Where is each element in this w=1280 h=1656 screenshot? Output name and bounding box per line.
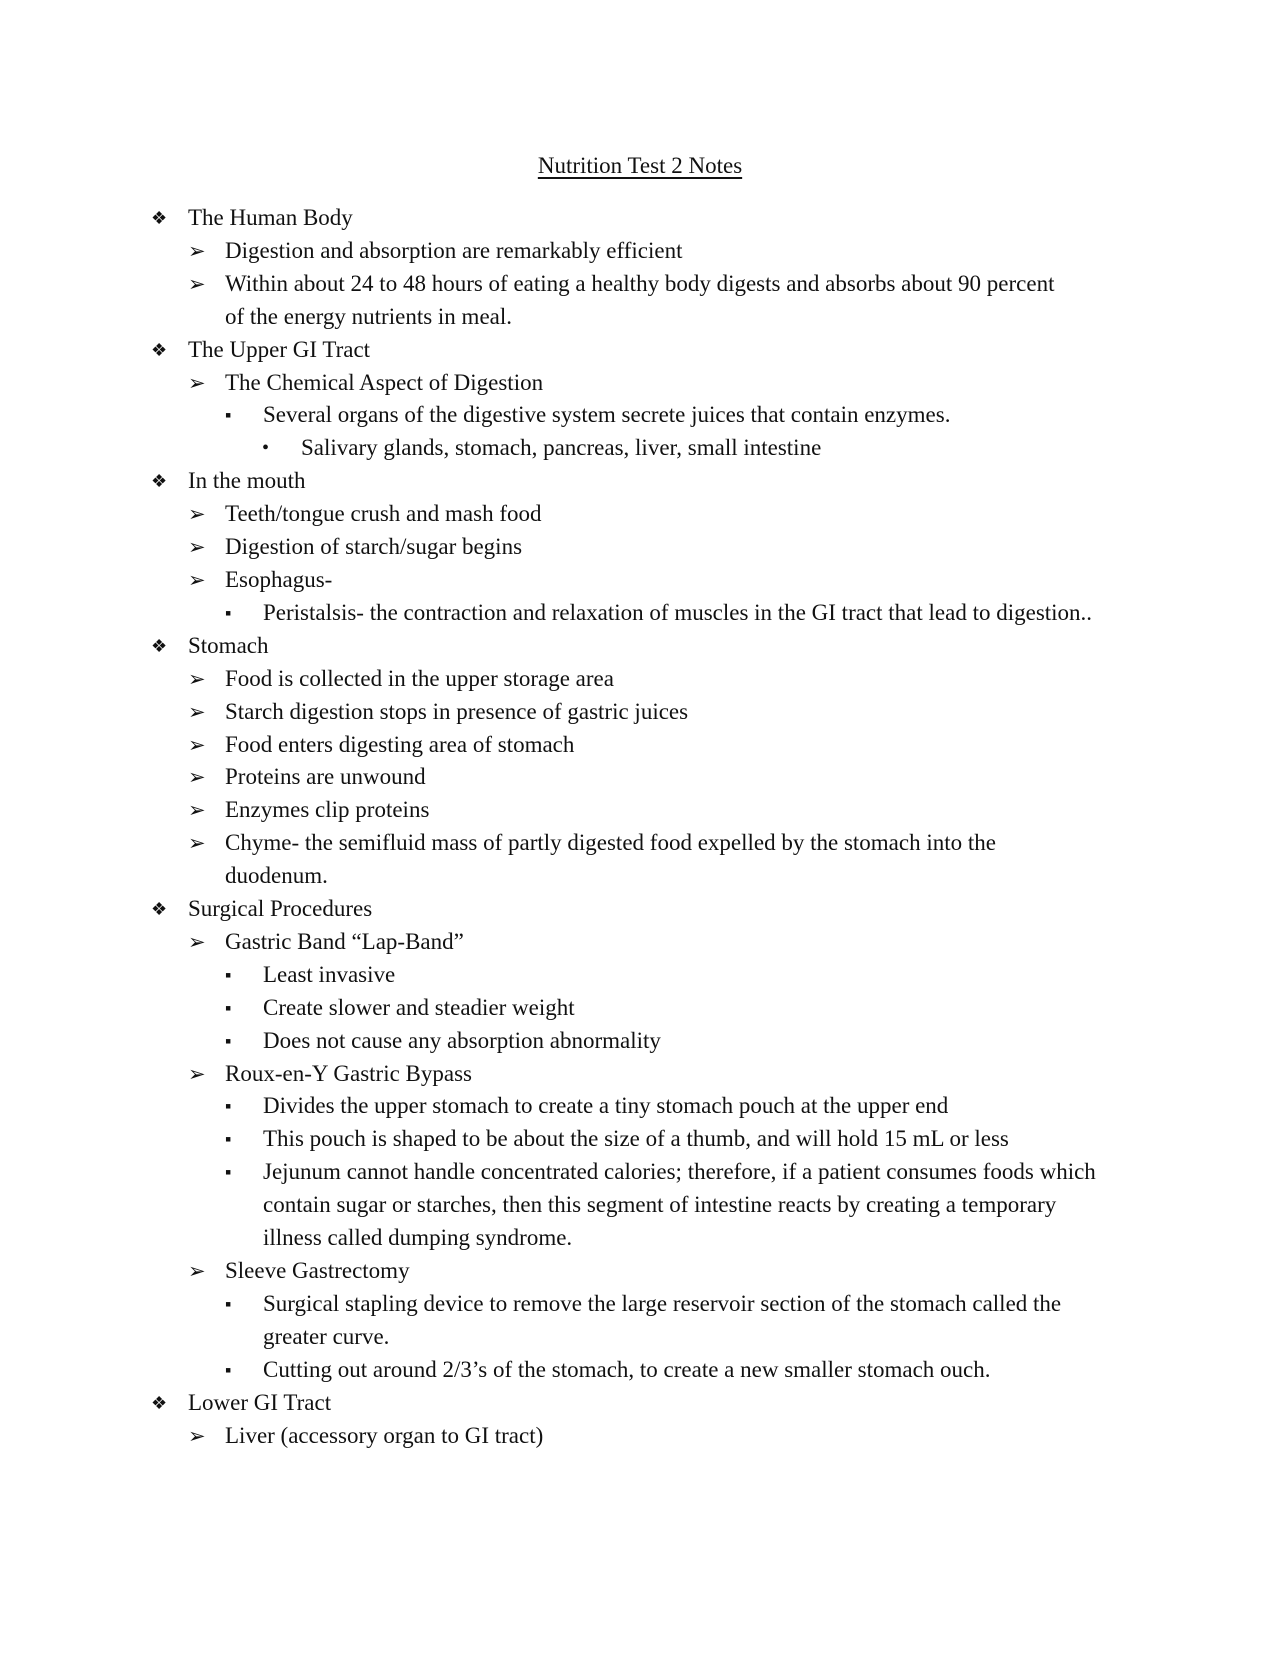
diamond-bullet-icon: ❖ (151, 1392, 168, 1413)
square-bullet-icon: ▪ (225, 1162, 232, 1183)
subpoint (0, 1058, 1280, 1091)
section-heading (0, 202, 1280, 235)
arrow-bullet-icon: ➢ (188, 370, 206, 395)
list-item-text: Digestion of starch/sugar begins (225, 534, 523, 560)
detail-point (0, 992, 1280, 1025)
square-bullet-icon: ▪ (225, 1293, 232, 1314)
subpoint (0, 235, 1280, 268)
list-item-text: Within about 24 to 48 hours of eating a healthy body digests and absorbs about 90 percent of the energy nutrients in meal. (225, 270, 1055, 329)
subpoint (0, 663, 1280, 696)
list-item-text: In the mouth (188, 468, 306, 494)
arrow-bullet-icon: ➢ (188, 699, 206, 724)
round-bullet-icon: • (262, 437, 270, 460)
list-item-text: Liver (accessory organ to GI tract) (225, 1422, 544, 1448)
subpoint (0, 1420, 1280, 1453)
notes-outline (0, 202, 1280, 1452)
subpoint (0, 729, 1280, 762)
diamond-bullet-icon: ❖ (151, 899, 168, 920)
arrow-bullet-icon: ➢ (188, 271, 206, 296)
square-bullet-icon: ▪ (225, 1030, 232, 1051)
list-item-text: Starch digestion stops in presence of gastric juices (225, 698, 689, 724)
list-item-text: Proteins are unwound (225, 764, 426, 790)
detail-point (0, 1156, 1280, 1255)
diamond-bullet-icon: ❖ (151, 635, 168, 656)
arrow-bullet-icon: ➢ (188, 238, 206, 263)
section-heading (0, 465, 1280, 498)
arrow-bullet-icon: ➢ (188, 732, 206, 757)
arrow-bullet-icon: ➢ (188, 1259, 206, 1283)
detail-point (0, 399, 1280, 432)
list-item-text: Peristalsis- the contraction and relaxation of muscles in the GI tract that lead to digestion.. (263, 599, 1093, 625)
list-item-text: Least invasive (263, 961, 396, 987)
list-item-text: Food enters digesting area of stomach (225, 731, 575, 757)
detail-point (0, 959, 1280, 992)
square-bullet-icon: ▪ (225, 997, 232, 1018)
list-item-text: Surgical Procedures (188, 896, 373, 922)
square-bullet-icon: ▪ (225, 1096, 232, 1117)
list-item-text: Create slower and steadier weight (263, 994, 575, 1020)
subpoint (0, 367, 1280, 400)
detail-point (0, 1354, 1280, 1387)
list-item-text: Does not cause any absorption abnormality (263, 1027, 661, 1053)
detail-point (0, 1123, 1280, 1156)
arrow-bullet-icon: ➢ (188, 831, 206, 856)
list-item-text: Sleeve Gastrectomy (225, 1258, 410, 1283)
list-item-text: Food is collected in the upper storage area (225, 665, 614, 691)
square-bullet-icon: ▪ (225, 602, 232, 623)
list-item-text: Roux-en-Y Gastric Bypass (225, 1060, 472, 1086)
square-bullet-icon: ▪ (225, 405, 232, 426)
diamond-bullet-icon: ❖ (151, 339, 168, 360)
section-heading (0, 893, 1280, 926)
list-item-text: The Chemical Aspect of Digestion (225, 369, 544, 395)
square-bullet-icon: ▪ (225, 1129, 232, 1150)
subpoint (0, 827, 1280, 893)
subpoint (0, 268, 1280, 334)
list-item-text: This pouch is shaped to be about the size of a thumb, and will hold 15 mL or less (263, 1126, 1009, 1152)
detail-point (0, 597, 1280, 630)
list-item-text: Stomach (188, 632, 269, 658)
list-item-text: Enzymes clip proteins (225, 797, 430, 823)
sub-detail-point (0, 432, 1280, 465)
list-item-text: Gastric Band “Lap-Band” (225, 928, 464, 954)
square-bullet-icon: ▪ (225, 1359, 232, 1380)
detail-point (0, 1025, 1280, 1058)
list-item-text: Esophagus- (225, 566, 333, 592)
arrow-bullet-icon: ➢ (188, 567, 206, 592)
detail-point (0, 1288, 1280, 1354)
arrow-bullet-icon: ➢ (188, 666, 206, 691)
subpoint (0, 498, 1280, 531)
arrow-bullet-icon: ➢ (188, 765, 206, 790)
arrow-bullet-icon: ➢ (188, 798, 206, 823)
list-item-text: Jejunum cannot handle concentrated calories; therefore, if a patient consumes foods which contain sugar or starches, then this segment of intestine reacts by creating a temporary illness called dumping syndrome. (263, 1159, 1096, 1251)
square-bullet-icon: ▪ (225, 964, 232, 985)
section-heading (0, 630, 1280, 663)
list-item-text: Salivary glands, stomach, pancreas, liver, small intestine (301, 435, 822, 461)
list-item-text: Cutting out around 2/3’s of the stomach, to create a new smaller stomach ouch. (263, 1356, 991, 1382)
diamond-bullet-icon: ❖ (151, 471, 168, 492)
list-item-text: The Human Body (188, 205, 353, 230)
subpoint (0, 531, 1280, 564)
list-item-text: Divides the upper stomach to create a tiny stomach pouch at the upper end (263, 1093, 949, 1119)
diamond-bullet-icon: ❖ (151, 208, 168, 228)
subpoint (0, 761, 1280, 794)
arrow-bullet-icon: ➢ (188, 1423, 206, 1448)
arrow-bullet-icon: ➢ (188, 929, 206, 954)
list-item-text: Several organs of the digestive system secrete juices that contain enzymes. (263, 402, 951, 428)
list-item-text: Chyme- the semifluid mass of partly digested food expelled by the stomach into the duodenum. (225, 830, 996, 889)
document-title-text: Nutrition Test 2 Notes (537, 153, 743, 178)
subpoint (0, 1255, 1280, 1288)
arrow-bullet-icon: ➢ (188, 535, 206, 560)
subpoint (0, 794, 1280, 827)
document-title (0, 150, 1280, 182)
detail-point (0, 1090, 1280, 1123)
section-heading (0, 1387, 1280, 1420)
subpoint (0, 696, 1280, 729)
subpoint (0, 564, 1280, 597)
arrow-bullet-icon: ➢ (188, 1061, 206, 1086)
arrow-bullet-icon: ➢ (188, 502, 206, 527)
section-heading (0, 334, 1280, 367)
subpoint (0, 926, 1280, 959)
list-item-text: Teeth/tongue crush and mash food (225, 501, 542, 527)
list-item-text: Lower GI Tract (188, 1389, 332, 1415)
list-item-text: The Upper GI Tract (188, 336, 371, 362)
list-item-text: Digestion and absorption are remarkably efficient (225, 237, 683, 263)
list-item-text: Surgical stapling device to remove the large reservoir section of the stomach called the greater curve. (263, 1290, 1062, 1349)
